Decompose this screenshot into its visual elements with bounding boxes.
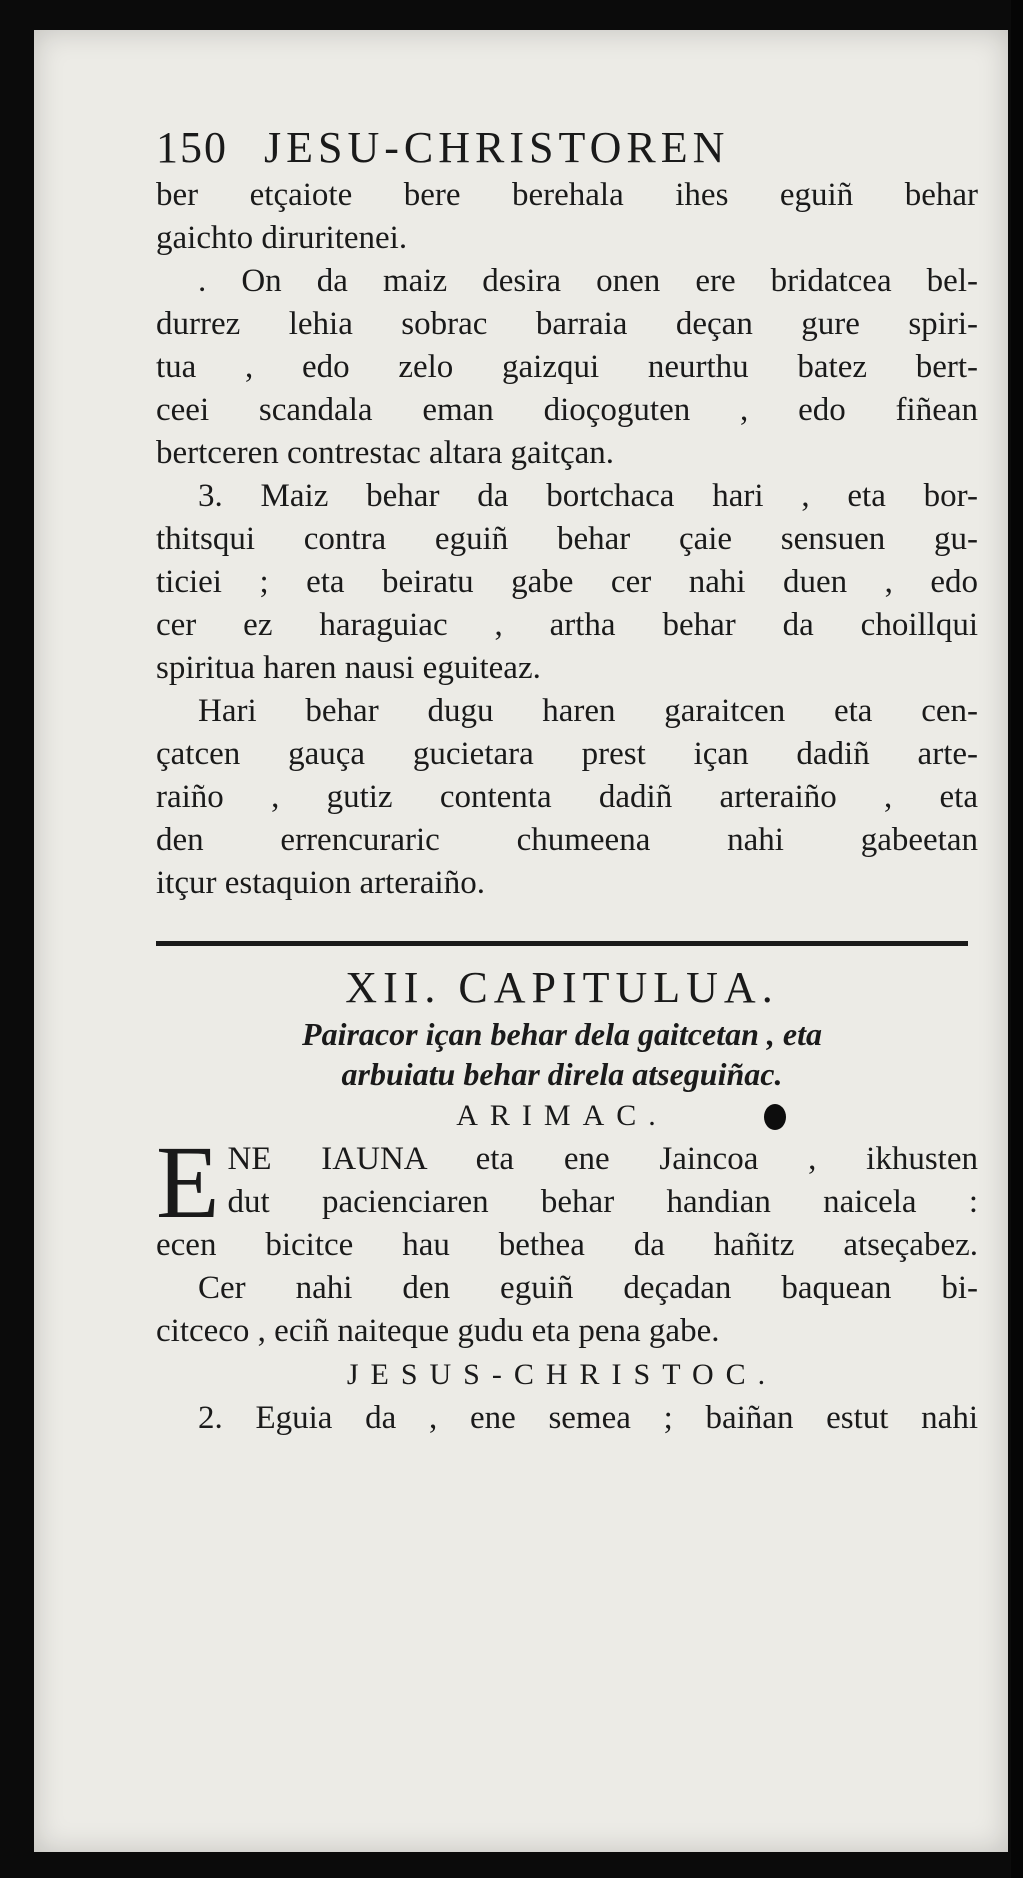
- body-line: dut pacienciaren behar handian naicela :: [227, 1184, 978, 1220]
- body-line: ticiei ; eta beiratu gabe cer nahi duen , edo: [156, 564, 978, 600]
- body-line: spiritua haren nausi eguiteaz.: [156, 650, 541, 686]
- body-line: Cer nahi den eguiñ deçadan baquean bi-: [198, 1270, 978, 1306]
- chapter-rule: [156, 941, 968, 946]
- body-line: ecen bicitce hau bethea da hañitz atseçabez.: [156, 1227, 978, 1263]
- chapter-subtitle-line: arbuiatu behar direla atseguiñac.: [341, 1056, 783, 1092]
- body-line: thitsqui contra eguiñ behar çaie sensuen gu-: [156, 521, 978, 557]
- body-line: den errencuraric chumeena nahi gabeetan: [156, 822, 978, 858]
- chapter-subtitle-line: Pairacor içan behar dela gaitcetan , eta: [302, 1016, 822, 1052]
- body-line: tua , edo zelo gaizqui neurthu batez bert-: [156, 349, 978, 385]
- ink-blot: [764, 1104, 786, 1130]
- speaker-label: JESUS-CHRISTOC.: [346, 1358, 778, 1391]
- body-line: . On da maiz desira onen ere bridatcea bel-: [198, 263, 978, 299]
- drop-cap: E: [156, 1125, 220, 1240]
- body-line: çatcen gauça gucietara prest içan dadiñ arte-: [156, 736, 978, 772]
- body-line: durrez lehia sobrac barraia deçan gure spiri-: [156, 306, 978, 342]
- running-head: JESU-CHRISTOREN: [264, 123, 730, 172]
- body-line: NE IAUNA eta ene Jaincoa , ikhusten: [227, 1141, 978, 1177]
- chapter-opening-paragraph: [156, 1125, 978, 1240]
- chapter-title: XII. CAPITULUA.: [345, 963, 779, 1012]
- body-line: itçur estaquion arteraiño.: [156, 865, 485, 901]
- speaker-label: ARIMAC.: [456, 1099, 668, 1132]
- body-line: 3. Maiz behar da bortchaca hari , eta bor-: [198, 478, 978, 514]
- body-line: ceei scandala eman dioçoguten , edo fiñean: [156, 392, 978, 428]
- body-line: bertceren contrestac altara gaitçan.: [156, 435, 615, 471]
- running-header: [156, 122, 978, 174]
- page-edge-shadow: [1011, 0, 1023, 1878]
- page-text-block: [156, 122, 978, 1440]
- body-line: ber etçaiote bere berehala ihes eguiñ behar: [156, 177, 978, 213]
- body-line: cer ez haraguiac , artha behar da choillqui: [156, 607, 978, 643]
- body-line: raiño , gutiz contenta dadiñ arteraiño , eta: [156, 779, 978, 815]
- body-line: gaichto diruritenei.: [156, 220, 408, 256]
- body-line: citceco , eciñ naiteque gudu eta pena gabe.: [156, 1313, 720, 1349]
- body-line: Hari behar dugu haren garaitcen eta cen-: [198, 693, 978, 729]
- page-number: 150: [156, 123, 228, 172]
- body-line: 2. Eguia da , ene semea ; baiñan estut nahi: [198, 1400, 978, 1436]
